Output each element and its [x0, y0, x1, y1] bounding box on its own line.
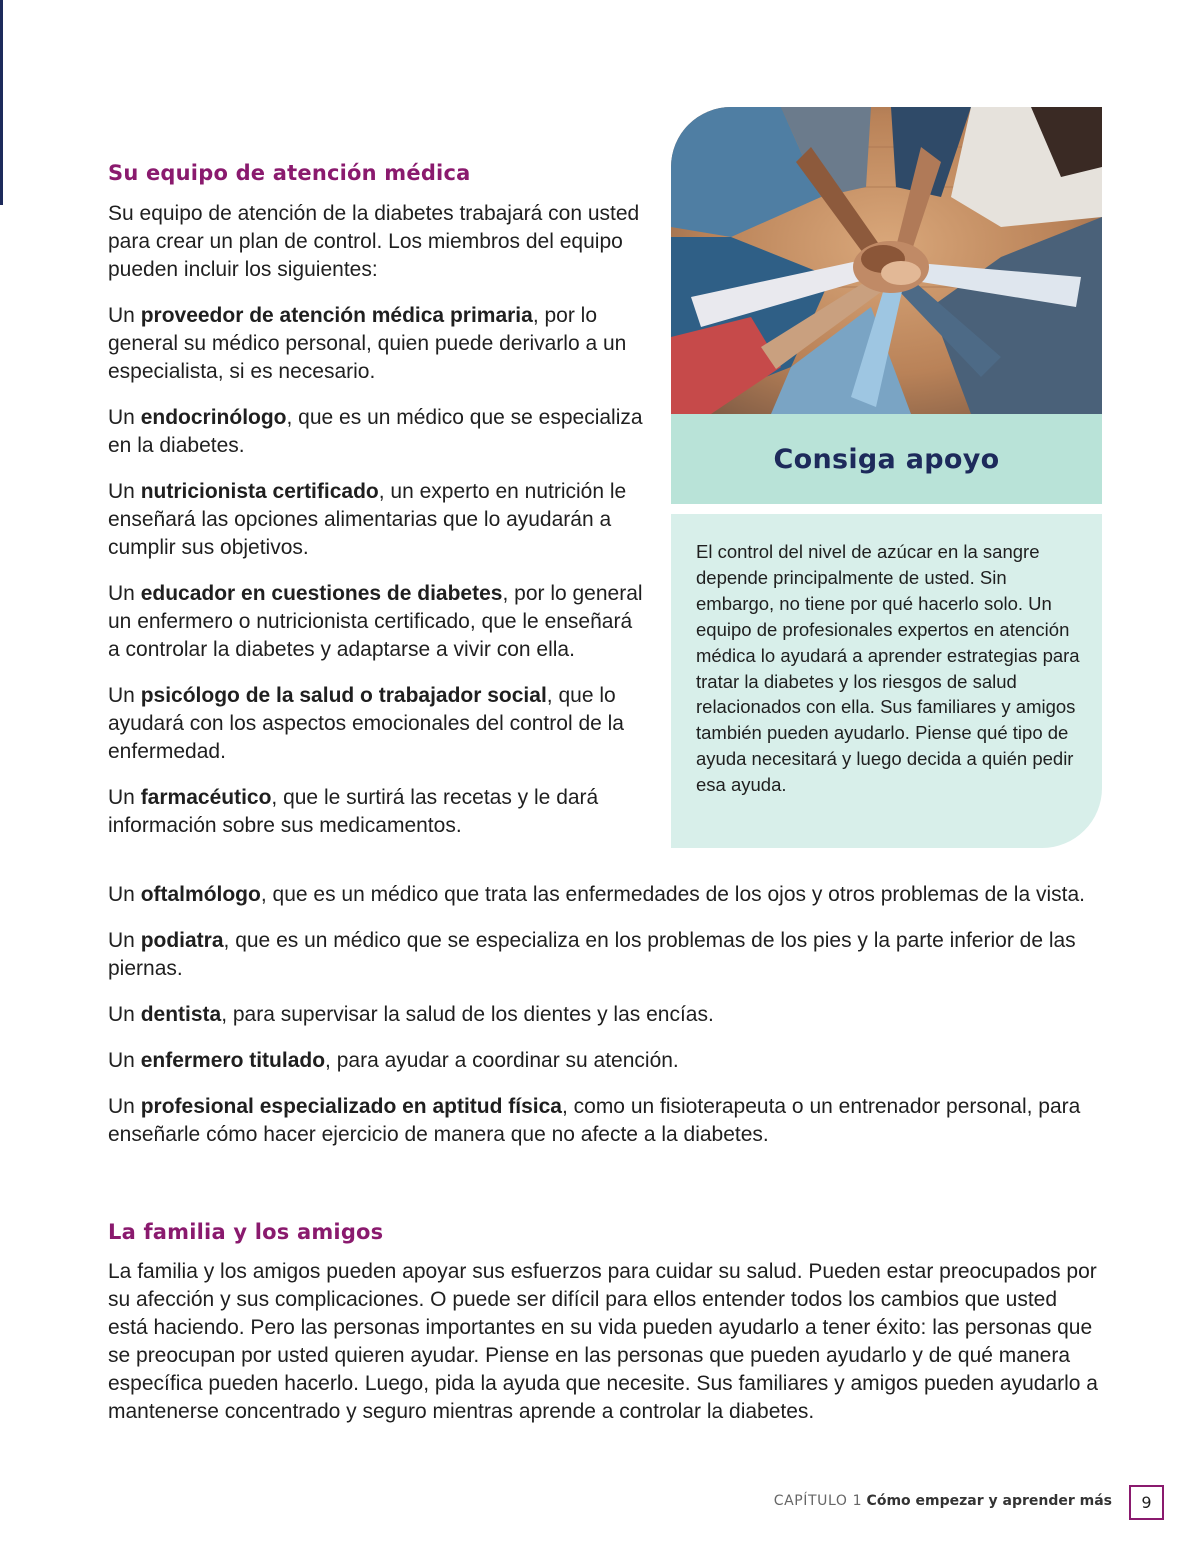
member-item: Un farmacéutico, que le surtirá las recetas y le dará información sobre sus medicamentos. — [108, 786, 599, 837]
member-item: Un oftalmólogo, que es un médico que trata las enfermedades de los ojos y otros problemas de la vista. — [108, 883, 1085, 906]
member-item: Un podiatra, que es un médico que se especializa en los problemas de los pies y la parte inferior de las piernas. — [108, 929, 1076, 980]
care-team-continued — [108, 881, 1098, 1167]
member-item: Un dentista, para supervisar la salud de los dientes y las encías. — [108, 1003, 714, 1026]
member-item: Un educador en cuestiones de diabetes, por lo general un enfermero o nutricionista certificado, que le enseñará a controlar la diabetes y adaptarse a vivir con ella. — [108, 582, 643, 661]
sidebar-text: El control del nivel de azúcar en la sangre depende principalmente de usted. Sin embargo, no tiene por qué hacerlo solo. Un equipo de profesionales expertos en atención médica lo ayudará a aprender estrategias para tratar la diabetes y los riesgos de salud relacionados con ella. Sus familiares y amigos también pueden ayudarlo. Piense qué tipo de ayuda necesitará y luego decida a quién pedir esa ayuda. — [696, 541, 1080, 796]
care-team-column — [108, 200, 648, 858]
hands-together-photo — [671, 107, 1102, 414]
family-paragraph-wrapper — [108, 1258, 1098, 1444]
member-item: Un enfermero titulado, para ayudar a coordinar su atención. — [108, 1049, 679, 1072]
page-number: 9 — [1129, 1485, 1164, 1520]
sidebar-title: Consiga apoyo — [773, 443, 1000, 475]
intro-paragraph: Su equipo de atención de la diabetes trabajará con usted para crear un plan de control. Los miembros del equipo pueden incluir los siguientes: — [108, 202, 640, 281]
footer-chapter-title: Cómo empezar y aprender más — [866, 1493, 1112, 1509]
member-item: Un endocrinólogo, que es un médico que se especializa en la diabetes. — [108, 406, 643, 457]
member-item: Un nutricionista certificado, un experto en nutrición le enseñará las opciones alimentarias que lo ayudarán a cumplir sus objetivos. — [108, 480, 627, 559]
family-paragraph: La familia y los amigos pueden apoyar sus esfuerzos para cuidar su salud. Pueden estar preocupados por su afección y sus complicaciones. O puede ser difícil para ellos entender todos los cambios que usted está haciendo. Pero las personas importantes en su vida pueden ayudarlo a tener éxito: las personas que se preocupan por usted quieren ayudar. Piense en las personas que pueden ayudarlo y de qué manera específica pueden hacerlo. Luego, pida la ayuda que necesite. Sus familiares y amigos pueden ayudarlo a mantenerse concentrado y seguro mientras aprende a controlar la diabetes. — [108, 1260, 1098, 1423]
footer-chapter: CAPÍTULO 1 — [773, 1493, 863, 1509]
member-item: Un profesional especializado en aptitud física, como un fisioterapeuta o un entrenador personal, para enseñarle cómo hacer ejercicio de manera que no afecte a la diabetes. — [108, 1095, 1081, 1146]
sidebar-title-bar — [671, 414, 1102, 504]
member-item: Un psicólogo de la salud o trabajador social, que lo ayudará con los aspectos emocionales del control de la enfermedad. — [108, 684, 624, 763]
support-sidebar — [671, 514, 1102, 848]
section-heading-care-team: Su equipo de atención médica — [108, 161, 471, 185]
page-edge-bar — [0, 0, 3, 205]
page-footer — [774, 1493, 1112, 1509]
section-heading-family: La familia y los amigos — [108, 1220, 384, 1244]
member-item: Un proveedor de atención médica primaria, por lo general su médico personal, quien puede derivarlo a un especialista, si es necesario. — [108, 304, 627, 383]
